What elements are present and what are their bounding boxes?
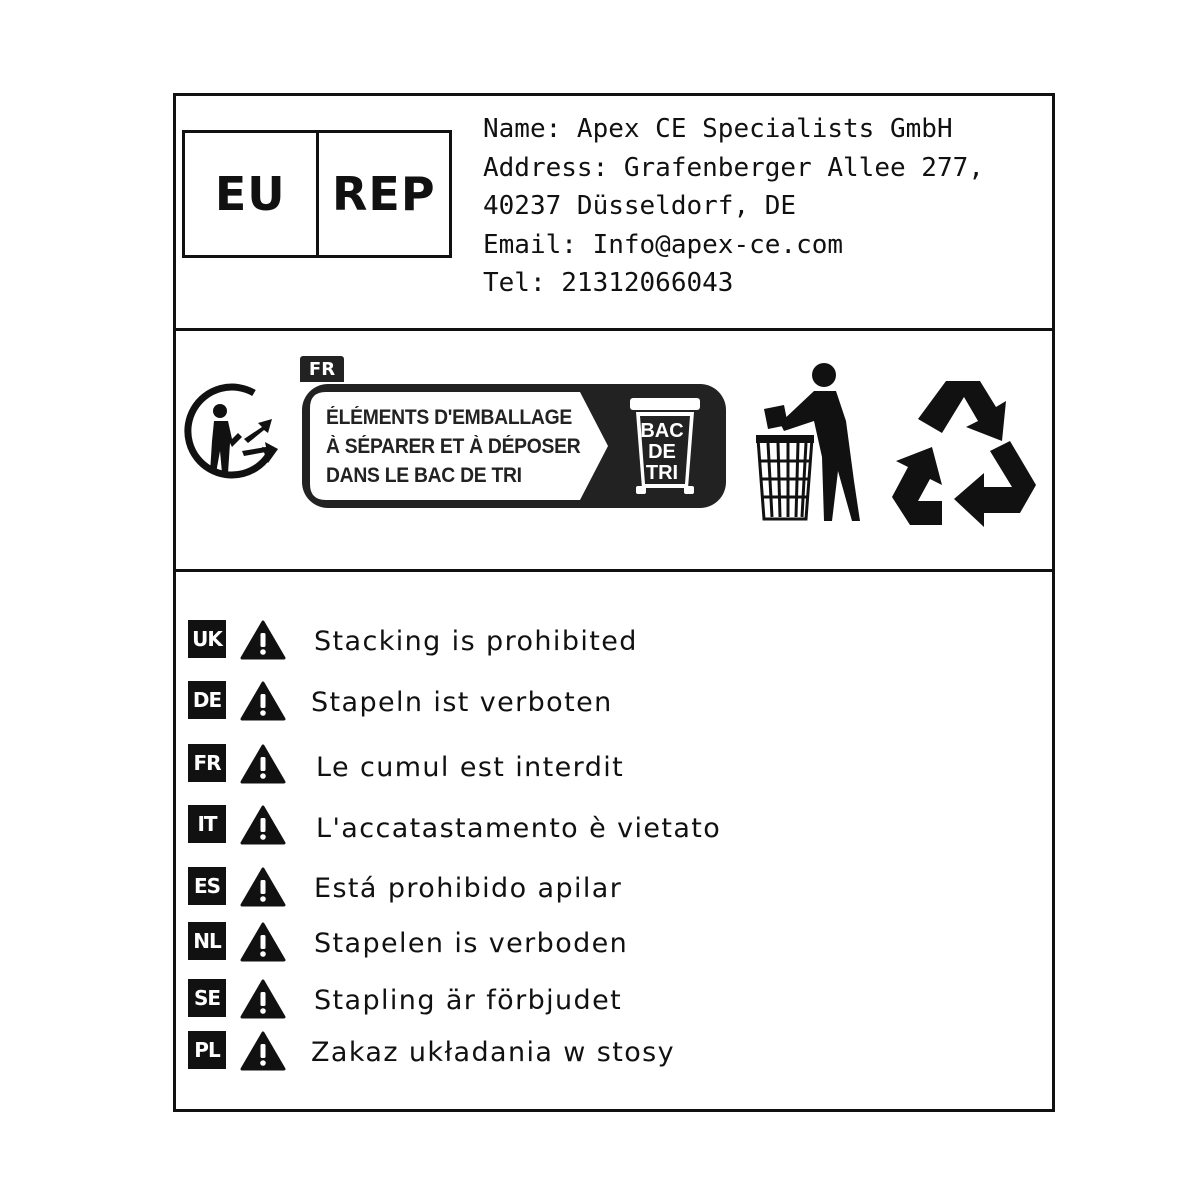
- warning-text-pl: Zakaz układania w stosy: [311, 1037, 675, 1068]
- recycle-icon: [884, 377, 1042, 527]
- sorting-line-3: DANS LE BAC DE TRI: [326, 464, 522, 487]
- warning-icon: [240, 744, 286, 784]
- product-label: [173, 93, 1055, 1112]
- rep-name: Name: Apex CE Specialists GmbH: [483, 114, 953, 144]
- sorting-line-2: À SÉPARER ET À DÉPOSER: [326, 435, 581, 458]
- warning-icon: [240, 681, 286, 721]
- warning-icon: [240, 922, 286, 962]
- eu-rep-section: [176, 96, 1052, 331]
- warning-text-nl: Stapelen is verboden: [314, 928, 629, 959]
- country-code-uk: UK: [188, 620, 226, 658]
- warning-icon: [240, 979, 286, 1019]
- eu-rep-details: [483, 110, 984, 303]
- bin-label-1: BAC: [640, 420, 684, 442]
- country-code-it: IT: [188, 805, 226, 843]
- country-code-es: ES: [188, 867, 226, 905]
- eu-rep-right: REP: [316, 133, 450, 255]
- warning-icon: [240, 1031, 286, 1071]
- warning-text-uk: Stacking is prohibited: [314, 626, 638, 657]
- rep-tel: Tel: 21312066043: [483, 268, 734, 298]
- warning-text-se: Stapling är förbjudet: [314, 985, 623, 1016]
- rep-address-line-1: Address: Grafenberger Allee 277,: [483, 152, 984, 183]
- country-code-se: SE: [188, 979, 226, 1017]
- warning-icon: [240, 805, 286, 845]
- country-code-nl: NL: [188, 922, 226, 960]
- bin-label-3: TRI: [645, 462, 679, 484]
- triman-icon: [182, 381, 286, 485]
- bin-label: [632, 421, 692, 484]
- warnings-section: [176, 572, 1052, 1109]
- bin-label-2: DE: [648, 441, 676, 463]
- eu-rep-symbol: [182, 130, 452, 258]
- country-code-de: DE: [188, 681, 226, 719]
- warning-icon: [240, 867, 286, 907]
- warning-text-fr: Le cumul est interdit: [316, 752, 625, 783]
- country-tag: FR: [300, 356, 344, 382]
- warning-text-es: Está prohibido apilar: [314, 873, 623, 904]
- country-code-fr: FR: [188, 744, 226, 782]
- warning-icon: [240, 620, 286, 660]
- country-code-pl: PL: [188, 1031, 226, 1069]
- sorting-instructions: [326, 403, 603, 490]
- sorting-section: [176, 331, 1052, 572]
- warning-text-it: L'accatastamento è vietato: [316, 813, 722, 844]
- tidyman-icon: [754, 361, 874, 531]
- sorting-line-1: ÉLÉMENTS D'EMBALLAGE: [326, 406, 572, 429]
- rep-email: Email: Info@apex-ce.com: [483, 229, 844, 260]
- eu-rep-left: EU: [214, 167, 286, 221]
- warning-text-de: Stapeln ist verboten: [311, 687, 613, 718]
- rep-address-line-2: 40237 Düsseldorf, DE: [483, 191, 797, 221]
